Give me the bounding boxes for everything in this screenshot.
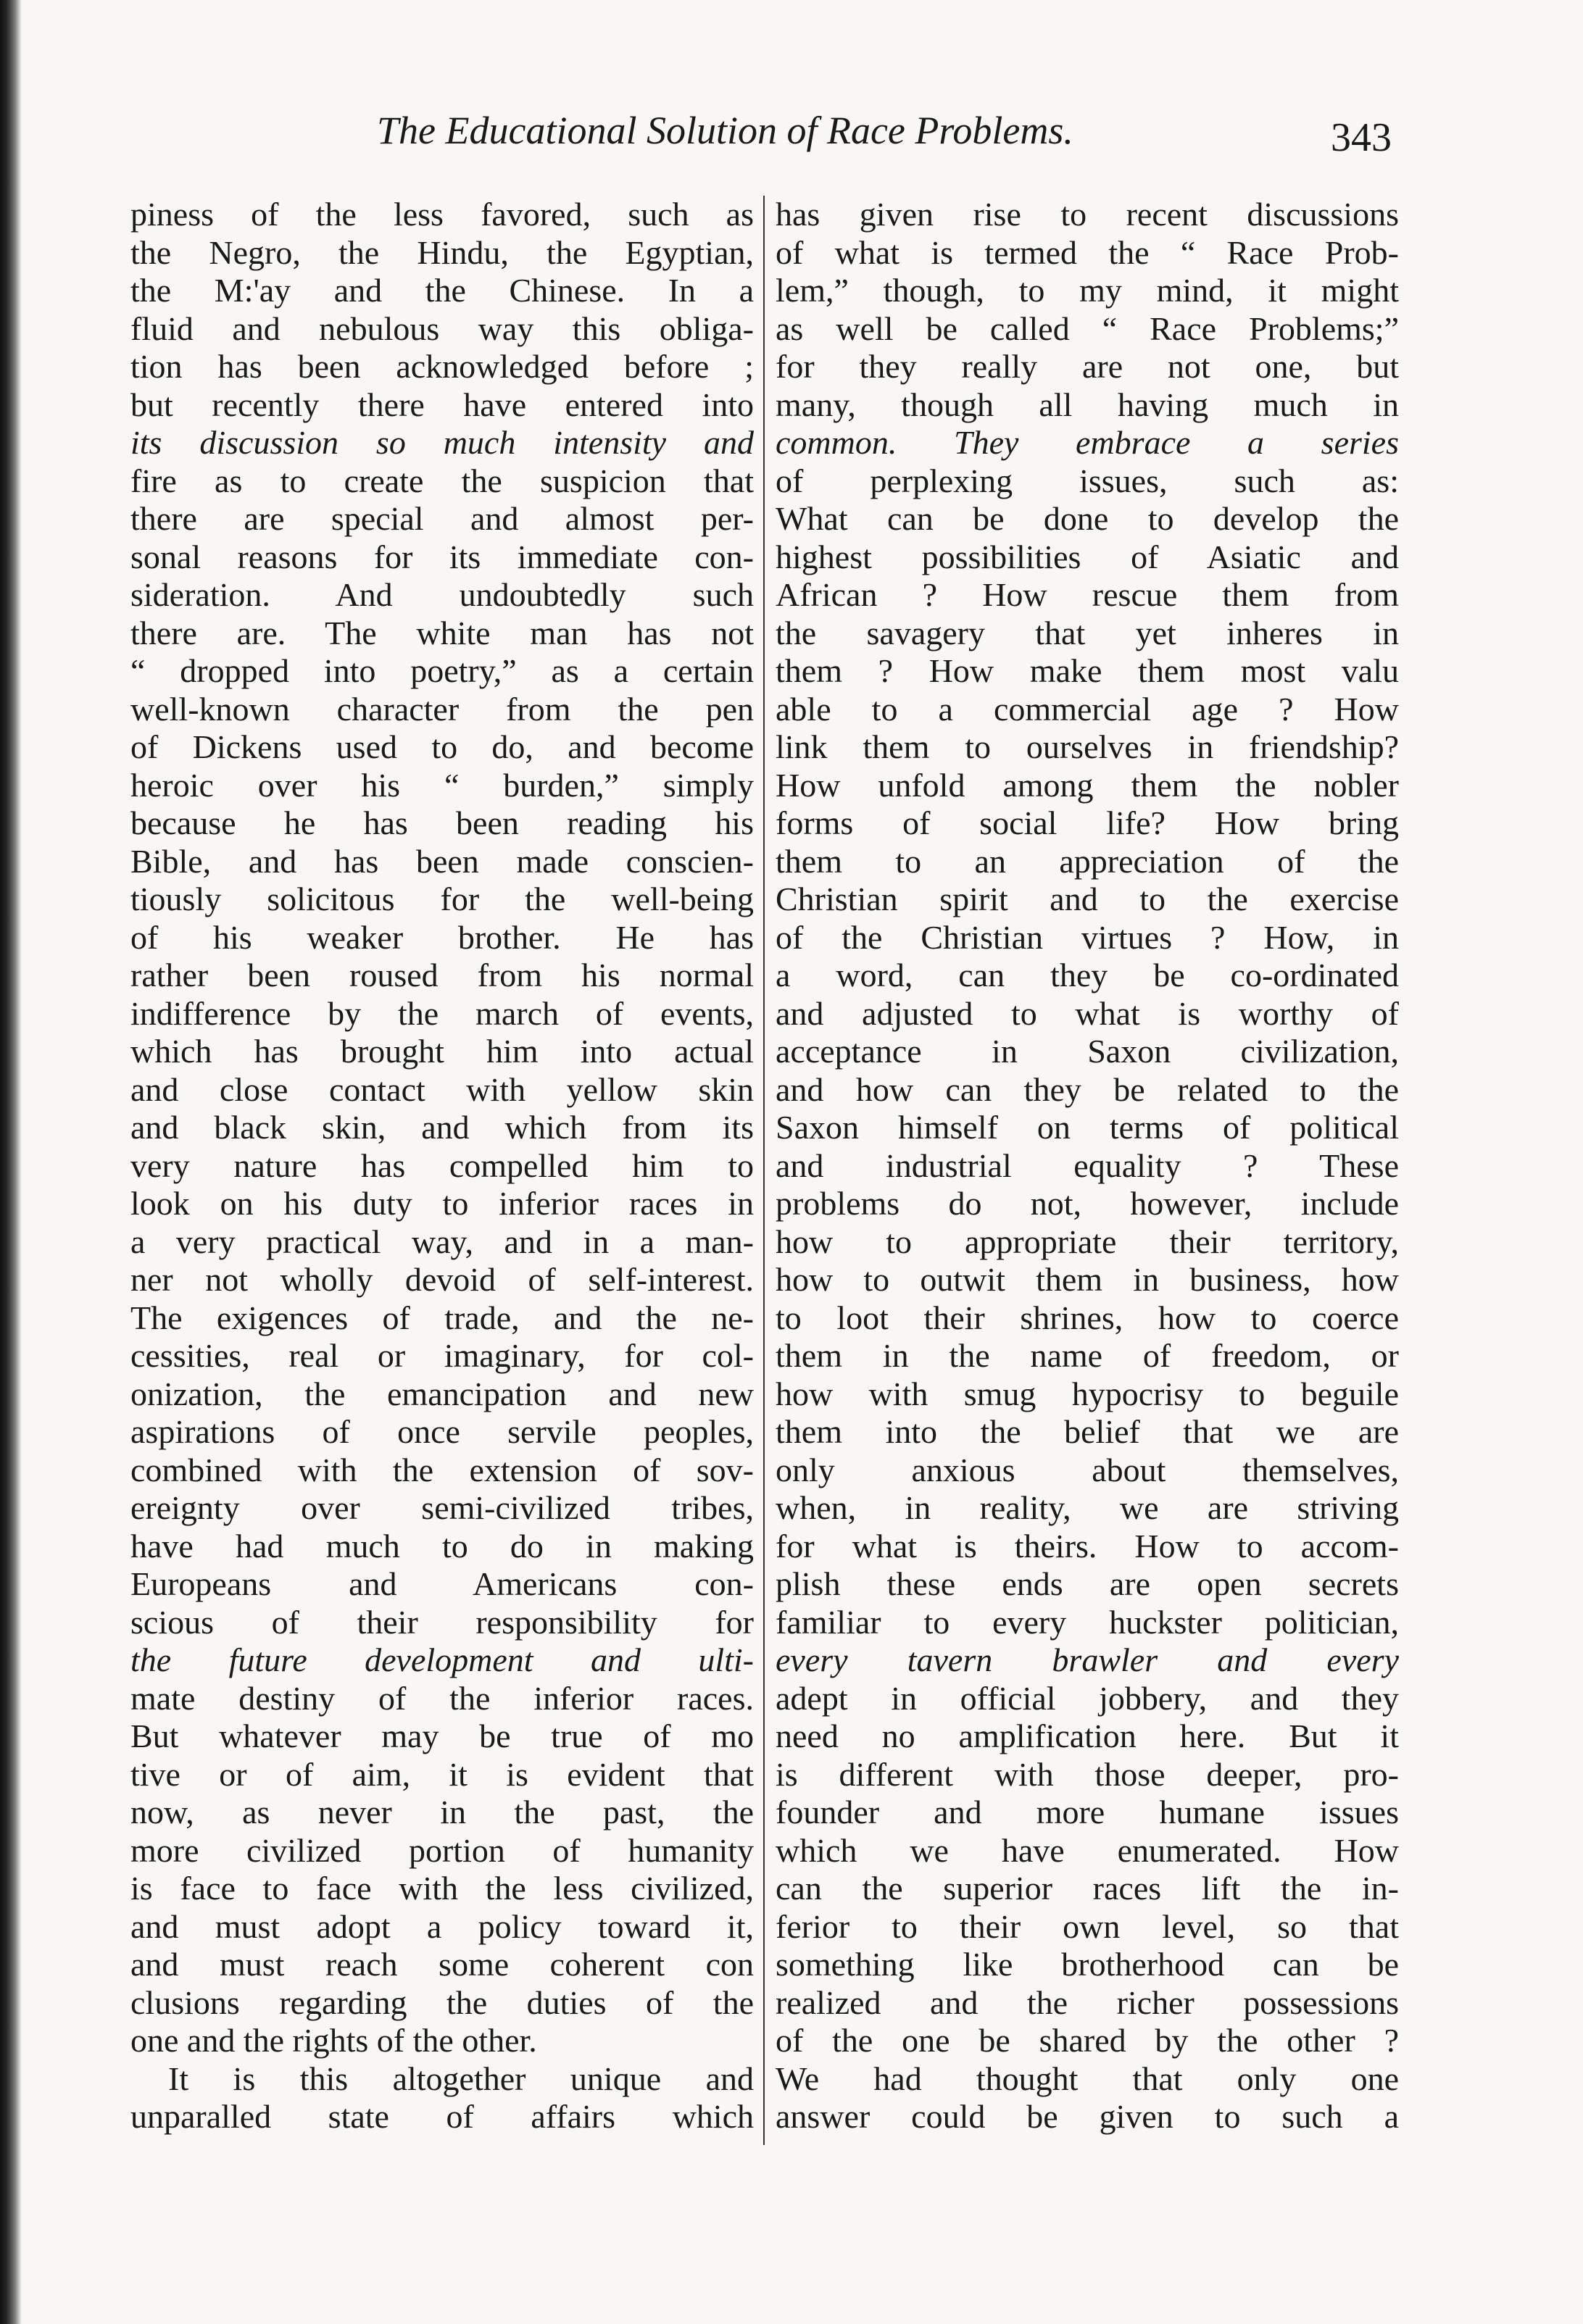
text-line: how to appropriate their territory,: [776, 1223, 1399, 1260]
text-line: Bible, and has been made conscien-: [130, 842, 754, 880]
text-line: indifference by the march of events,: [130, 994, 754, 1032]
text-line: and black skin, and which from its: [130, 1109, 754, 1146]
text-line: fluid and nebulous way this obliga-: [130, 309, 754, 347]
text-line: them in the name of freedom, or: [776, 1337, 1399, 1374]
text-line: adept in official jobbery, and they: [776, 1679, 1399, 1717]
text-line: and must reach some coherent con: [130, 1946, 754, 1983]
text-line: fire as to create the suspicion that: [130, 462, 754, 499]
text-line: sideration. And undoubtedly such: [130, 576, 754, 613]
text-line: but recently there have entered into: [130, 386, 754, 423]
text-line: them ? How make them most valu: [776, 652, 1399, 689]
text-line: the M:'ay and the Chinese. In a: [130, 272, 754, 309]
text-line: can the superior races lift the in-: [776, 1870, 1399, 1907]
text-line: because he has been reading his: [130, 804, 754, 841]
text-line: only anxious about themselves,: [776, 1451, 1399, 1488]
text-line: very nature has compelled him to: [130, 1146, 754, 1184]
text-line: and industrial equality ? These: [776, 1146, 1399, 1184]
text-line: is face to face with the less civilized,: [130, 1870, 754, 1907]
book-binding-shadow: [0, 0, 22, 2324]
text-line: well-known character from the pen: [130, 690, 754, 728]
text-line: something like brotherhood can be: [776, 1946, 1399, 1983]
text-line: need no amplification here. But it: [776, 1717, 1399, 1754]
text-line: Christian spirit and to the exercise: [776, 880, 1399, 917]
text-line: ferior to their own level, so that: [776, 1907, 1399, 1945]
text-line: there are special and almost per-: [130, 500, 754, 537]
text-line: How unfold among them the nobler: [776, 766, 1399, 804]
text-line: able to a commercial age ? How: [776, 690, 1399, 728]
text-line: and adjusted to what is worthy of: [776, 994, 1399, 1032]
text-line: which has brought him into actual: [130, 1033, 754, 1070]
text-line: piness of the less favored, such as: [130, 196, 754, 233]
text-line: realized and the richer possessions: [776, 1983, 1399, 2021]
text-line: is different with those deeper, pro-: [776, 1755, 1399, 1793]
text-line: tion has been acknowledged before ;: [130, 348, 754, 385]
text-line: African ? How rescue them from: [776, 576, 1399, 613]
text-line: sonal reasons for its immediate con-: [130, 538, 754, 575]
text-line: forms of social life? How bring: [776, 804, 1399, 841]
text-line: clusions regarding the duties of the: [130, 1983, 754, 2021]
text-line: have had much to do in making: [130, 1527, 754, 1565]
text-line: as well be called “ Race Problems;”: [776, 309, 1399, 347]
text-line: combined with the extension of sov-: [130, 1451, 754, 1488]
text-line: tive or of aim, it is evident that: [130, 1755, 754, 1793]
text-line: The exigences of trade, and the ne-: [130, 1299, 754, 1336]
text-line: of his weaker brother. He has: [130, 918, 754, 956]
text-line: them to an appreciation of the: [776, 842, 1399, 880]
text-line: has given rise to recent discussions: [776, 196, 1399, 233]
text-line: how to outwit them in business, how: [776, 1261, 1399, 1298]
text-line: to loot their shrines, how to coerce: [776, 1299, 1399, 1336]
text-line: of Dickens used to do, and become: [130, 728, 754, 765]
column-divider: [763, 196, 765, 2145]
right-column: [776, 196, 1399, 2136]
left-column: [130, 196, 754, 2136]
text-line: when, in reality, we are striving: [776, 1489, 1399, 1526]
text-line: ereignty over semi-civilized tribes,: [130, 1489, 754, 1526]
page-number: 343: [1331, 115, 1392, 160]
text-line: of what is termed the “ Race Prob-: [776, 233, 1399, 271]
text-line: But whatever may be true of mo: [130, 1717, 754, 1754]
text-line: and must adopt a policy toward it,: [130, 1907, 754, 1945]
text-line: founder and more humane issues: [776, 1794, 1399, 1831]
text-line: It is this altogether unique and: [168, 2059, 754, 2097]
text-line: rather been roused from his normal: [130, 957, 754, 994]
text-line: tiously solicitous for the well-being: [130, 880, 754, 917]
text-line: heroic over his “ burden,” simply: [130, 766, 754, 804]
text-line: answer could be given to such a: [776, 2098, 1399, 2135]
text-line: Saxon himself on terms of political: [776, 1109, 1399, 1146]
text-line: a very practical way, and in a man-: [130, 1223, 754, 1260]
text-line: familiar to every huckster politician,: [776, 1603, 1399, 1641]
text-line: one and the rights of the other.: [130, 2022, 537, 2059]
text-line: for they really are not one, but: [776, 348, 1399, 385]
text-line: of the one be shared by the other ?: [776, 2022, 1399, 2059]
text-line: the Negro, the Hindu, the Egyptian,: [130, 233, 754, 271]
text-line: problems do not, however, include: [776, 1185, 1399, 1222]
text-line: which we have enumerated. How: [776, 1831, 1399, 1869]
text-line: mate destiny of the inferior races.: [130, 1679, 754, 1717]
text-line: aspirations of once servile peoples,: [130, 1413, 754, 1450]
text-line: acceptance in Saxon civilization,: [776, 1033, 1399, 1070]
text-line: What can be done to develop the: [776, 500, 1399, 537]
text-line: there are. The white man has not: [130, 614, 754, 651]
text-line: its discussion so much intensity and: [130, 424, 754, 461]
text-line: the savagery that yet inheres in: [776, 614, 1399, 651]
text-line: ner not wholly devoid of self-interest.: [130, 1261, 754, 1298]
text-line: and how can they be related to the: [776, 1070, 1399, 1108]
text-line: the future development and ulti-: [130, 1641, 754, 1678]
text-line: onization, the emancipation and new: [130, 1375, 754, 1412]
text-line: “ dropped into poetry,” as a certain: [130, 652, 754, 689]
text-line: of the Christian virtues ? How, in: [776, 918, 1399, 956]
text-line: We had thought that only one: [776, 2059, 1399, 2097]
text-line: now, as never in the past, the: [130, 1794, 754, 1831]
text-line: highest possibilities of Asiatic and: [776, 538, 1399, 575]
text-line: link them to ourselves in friendship?: [776, 728, 1399, 765]
running-title: The Educational Solution of Race Problems.: [377, 109, 1073, 152]
text-line: lem,” though, to my mind, it might: [776, 272, 1399, 309]
text-line: every tavern brawler and every: [776, 1641, 1399, 1678]
text-line: cessities, real or imaginary, for col-: [130, 1337, 754, 1374]
text-line: plish these ends are open secrets: [776, 1565, 1399, 1602]
text-line: and close contact with yellow skin: [130, 1070, 754, 1108]
text-line: them into the belief that we are: [776, 1413, 1399, 1450]
text-line: of perplexing issues, such as:: [776, 462, 1399, 499]
page-header: [130, 101, 1392, 159]
text-line: look on his duty to inferior races in: [130, 1185, 754, 1222]
text-line: a word, can they be co-ordinated: [776, 957, 1399, 994]
text-line: common. They embrace a series: [776, 424, 1399, 461]
text-line: for what is theirs. How to accom-: [776, 1527, 1399, 1565]
text-line: how with smug hypocrisy to beguile: [776, 1375, 1399, 1412]
text-line: many, though all having much in: [776, 386, 1399, 423]
text-line: unparalled state of affairs which: [130, 2098, 754, 2135]
text-line: scious of their responsibility for: [130, 1603, 754, 1641]
text-line: more civilized portion of humanity: [130, 1831, 754, 1869]
text-line: Europeans and Americans con-: [130, 1565, 754, 1602]
